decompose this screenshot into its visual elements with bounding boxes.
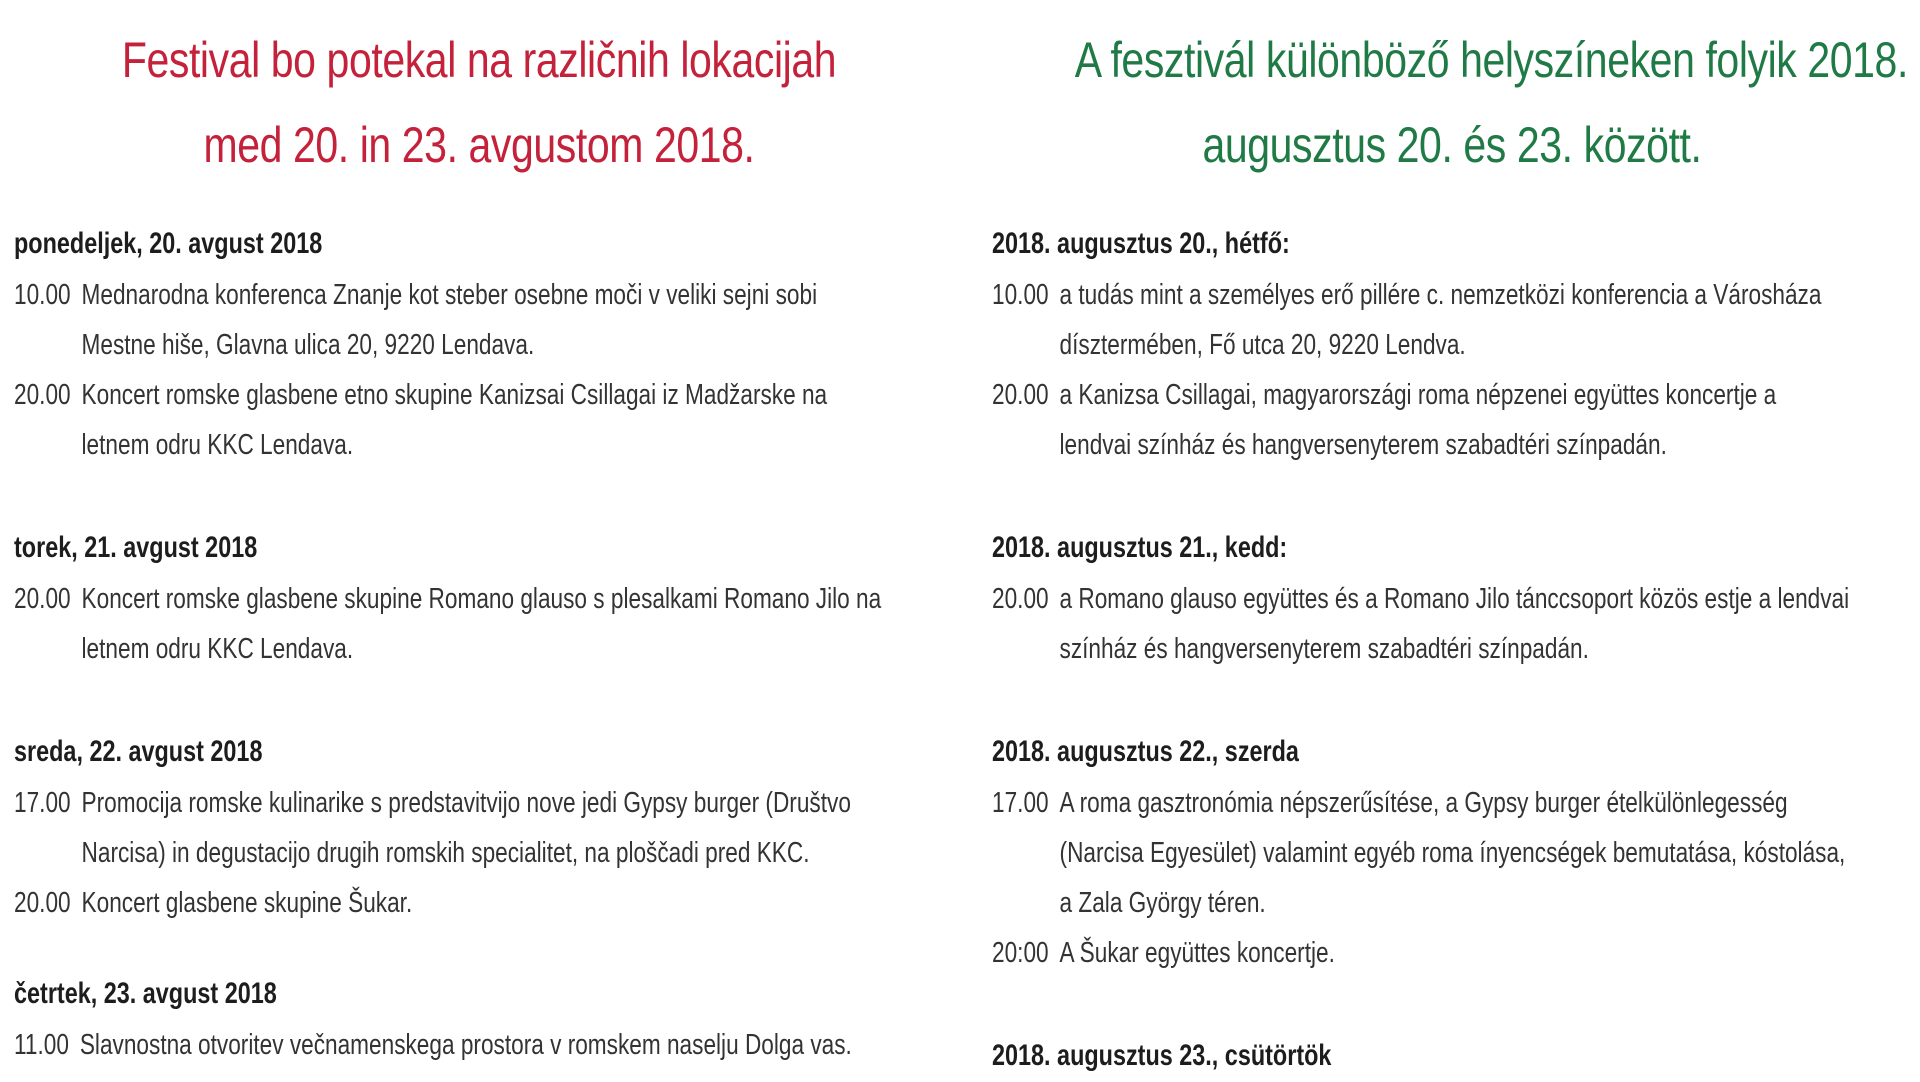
day-heading: ponedeljek, 20. avgust 2018: [14, 227, 323, 260]
day-heading: 2018. augusztus 22., szerda: [992, 735, 1299, 768]
slovene-column: [14, 0, 944, 1070]
slovene-headline-line-2: med 20. in 23. avgustom 2018.: [203, 117, 755, 173]
event-item: [992, 370, 1911, 470]
event-description-line: Koncert glasbene skupine Šukar.: [81, 887, 413, 919]
event-description: [82, 270, 943, 370]
event-item: [14, 574, 943, 674]
event-description: [1060, 270, 1911, 370]
spacer: [14, 928, 944, 968]
event-item: [14, 1020, 943, 1070]
event-item: [14, 878, 943, 928]
event-description-line: a Kanizsa Csillagai, magyarországi roma népzenei együttes koncertje a: [1059, 379, 1777, 411]
hungarian-headline: [1074, 18, 1908, 218]
day-block-thursday-hu: [992, 1030, 1912, 1082]
event-description: [1060, 574, 1911, 674]
event-description-line: lendvai színház és hangversenyterem szabadtéri színpadán.: [1059, 429, 1667, 461]
day-heading: 2018. augusztus 23., csütörtök: [992, 1039, 1332, 1072]
day-block-tuesday-sl: [14, 522, 944, 674]
event-description: [82, 878, 943, 928]
spacer: [992, 978, 1912, 1030]
event-time: 20.00: [14, 379, 71, 411]
event-description-line: a Zala György téren.: [1059, 887, 1266, 919]
event-time: 17.00: [14, 787, 71, 819]
event-description-line: a tudás mint a személyes erő pillére c. nemzetközi konferencia a Városháza: [1059, 279, 1822, 311]
day-heading: torek, 21. avgust 2018: [14, 531, 258, 564]
event-time: 11.00: [14, 1029, 69, 1061]
event-description-line: (Narcisa Egyesület) valamint egyéb roma ínyencségek bemutatása, kóstolása,: [1059, 837, 1846, 869]
day-block-monday-hu: [992, 218, 1912, 470]
event-item: [992, 270, 1911, 370]
event-time: 20.00: [14, 887, 71, 919]
event-description-line: A Šukar együttes koncertje.: [1059, 937, 1335, 969]
event-description-line: dísztermében, Fő utca 20, 9220 Lendva.: [1059, 329, 1466, 361]
event-description: [80, 1020, 943, 1070]
event-time: 17.00: [992, 787, 1049, 819]
event-description: [82, 778, 943, 878]
spacer: [992, 470, 1912, 522]
event-description: [1060, 778, 1911, 928]
event-item: [14, 778, 943, 878]
event-description-line: Narcisa) in degustacijo drugih romskih specialitet, na ploščadi pred KKC.: [81, 837, 810, 869]
event-item: [14, 270, 943, 370]
event-time: 20.00: [992, 583, 1049, 615]
event-time: 10.00: [14, 279, 71, 311]
day-heading: 2018. augusztus 21., kedd:: [992, 531, 1288, 564]
event-description-line: A roma gasztronómia népszerűsítése, a Gypsy burger ételkülönlegesség: [1059, 787, 1788, 819]
slovene-headline: [98, 18, 861, 218]
event-time: 10.00: [992, 279, 1049, 311]
event-description: [82, 370, 943, 470]
spacer: [14, 674, 944, 726]
day-block-wednesday-sl: [14, 726, 944, 928]
event-description-line: Koncert romske glasbene etno skupine Kanizsai Csillagai iz Madžarske na: [81, 379, 828, 411]
event-description-line: letnem odru KKC Lendava.: [81, 429, 354, 461]
hungarian-column: [992, 0, 1912, 1082]
event-description-line: a Romano glauso együttes és a Romano Jilo tánccsoport közös estje a lendvai: [1059, 583, 1850, 615]
event-description: [1060, 928, 1911, 978]
event-description-line: Mednarodna konferenca Znanje kot steber osebne moči v veliki sejni sobi: [81, 279, 818, 311]
slovene-headline-line-1: Festival bo potekal na različnih lokacijah: [121, 32, 837, 88]
day-heading: sreda, 22. avgust 2018: [14, 735, 263, 768]
spacer: [14, 470, 944, 522]
day-heading: 2018. augusztus 20., hétfő:: [992, 227, 1290, 260]
event-description-line: Koncert romske glasbene skupine Romano glauso s plesalkami Romano Jilo na: [81, 583, 882, 615]
event-description-line: Slavnostna otvoritev večnamenskega prostora v romskem naselju Dolga vas.: [79, 1029, 852, 1061]
event-description: [82, 574, 943, 674]
day-block-tuesday-hu: [992, 522, 1912, 674]
day-block-wednesday-hu: [992, 726, 1912, 978]
event-item: [992, 574, 1911, 674]
event-item: [992, 928, 1911, 978]
event-description-line: letnem odru KKC Lendava.: [81, 633, 354, 665]
day-block-monday-sl: [14, 218, 944, 470]
event-time: 20.00: [992, 379, 1049, 411]
event-description-line: Mestne hiše, Glavna ulica 20, 9220 Lendava.: [81, 329, 535, 361]
hungarian-headline-line-2: augusztus 20. és 23. között.: [1202, 117, 1702, 173]
spacer: [992, 674, 1912, 726]
event-description: [1060, 370, 1911, 470]
hungarian-headline-line-1: A fesztivál különböző helyszíneken folyik 2018.: [1074, 32, 1908, 88]
day-block-thursday-sl: [14, 968, 944, 1070]
event-item: [992, 778, 1911, 928]
event-time: 20:00: [992, 937, 1049, 969]
event-description-line: színház és hangversenyterem szabadtéri színpadán.: [1059, 633, 1589, 665]
event-description-line: Promocija romske kulinarike s predstavitvijo nove jedi Gypsy burger (Društvo: [81, 787, 851, 819]
event-time: 20.00: [14, 583, 71, 615]
day-heading: četrtek, 23. avgust 2018: [14, 977, 277, 1010]
event-item: [14, 370, 943, 470]
